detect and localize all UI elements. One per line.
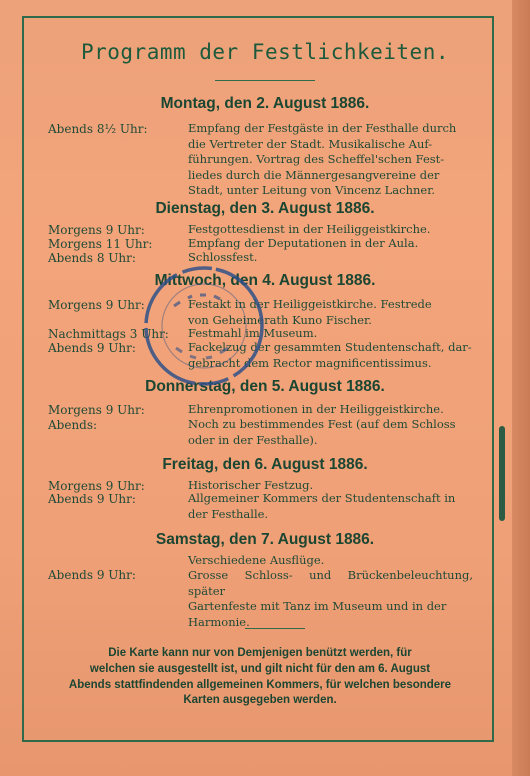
day-heading-saturday: Samstag, den 7. August 1886. (155, 531, 375, 548)
event-description: Festgottesdienst in der Heiliggeistkirche. (188, 222, 431, 236)
event-time: Abends 8 Uhr: (48, 251, 136, 265)
event-time: Abends: (48, 418, 98, 432)
event-time: Morgens 9 Uhr: (48, 479, 145, 493)
event-description: Schlossfest. (188, 250, 258, 264)
event-time: Morgens 11 Uhr: (48, 237, 153, 251)
day-heading-friday: Freitag, den 6. August 1886. (162, 456, 368, 473)
event-time: Nachmittags 3 Uhr: (48, 327, 169, 341)
event-description: Verschiedene Ausflüge. (188, 553, 325, 567)
day-heading-thursday: Donnerstag, den 5. August 1886. (145, 378, 385, 395)
event-time: Morgens 9 Uhr: (48, 298, 145, 312)
event-description: Allgemeiner Kommers der Studentenschaft in der Festhalle. (188, 491, 456, 521)
validity-notice: Die Karte kann nur von Demjenigen benützt werden, für welchen sie ausgestellt ist, und gilt nicht für den am 6. August Abends stattfindenden allgemeinen Kommers, für welchen besondere Karten ausgegeben werden. (68, 647, 452, 707)
event-description: Grosse Schloss- und Brückenbeleuchtung, später Gartenfeste mit Tanz im Museum und in der Harmonie. (188, 568, 473, 629)
event-time: Abends 8½ Uhr: (48, 122, 148, 136)
event-description: Historischer Festzug. (188, 478, 314, 492)
ink-stamp (140, 262, 268, 390)
event-time: Abends 9 Uhr: (48, 341, 136, 355)
event-description: Ehrenpromotionen in der Heiliggeistkirche. (188, 402, 444, 416)
event-time: Abends 9 Uhr: (48, 568, 136, 582)
event-description: Noch zu bestimmendes Fest (auf dem Schloss oder in der Festhalle). (188, 417, 456, 447)
page-title: Programm der Festlichkeiten. (80, 40, 449, 64)
title-divider (215, 80, 315, 81)
notice-divider (245, 628, 305, 629)
event-description: Empfang der Deputationen in der Aula. (188, 236, 419, 250)
event-time: Morgens 9 Uhr: (48, 223, 145, 237)
event-description: Empfang der Festgäste in der Festhalle durch die Vertreter der Stadt. Musikalische Auf- führungen. Vortrag des Scheffel'schen Fest- liedes durch die Männergesangvereine der Stadt, unter Leitung von Vincenz Lachner. (188, 121, 457, 197)
day-heading-tuesday: Dienstag, den 3. August 1886. (155, 200, 375, 217)
binding-string (499, 426, 505, 521)
event-description: Festmahl im Museum. (188, 326, 318, 340)
event-time: Abends 9 Uhr: (48, 492, 136, 506)
event-description: Festakt in der Heiliggeistkirche. Festrede von Geheimerath Kuno Fischer. (188, 297, 432, 327)
event-description: Fackelzug der gesammten Studentenschaft, dar- gebracht dem Rector magnificentissimus. (188, 340, 472, 370)
day-heading-monday: Montag, den 2. August 1886. (160, 95, 370, 112)
event-time: Morgens 9 Uhr: (48, 403, 145, 417)
day-heading-wednesday: Mittwoch, den 4. August 1886. (154, 272, 376, 289)
